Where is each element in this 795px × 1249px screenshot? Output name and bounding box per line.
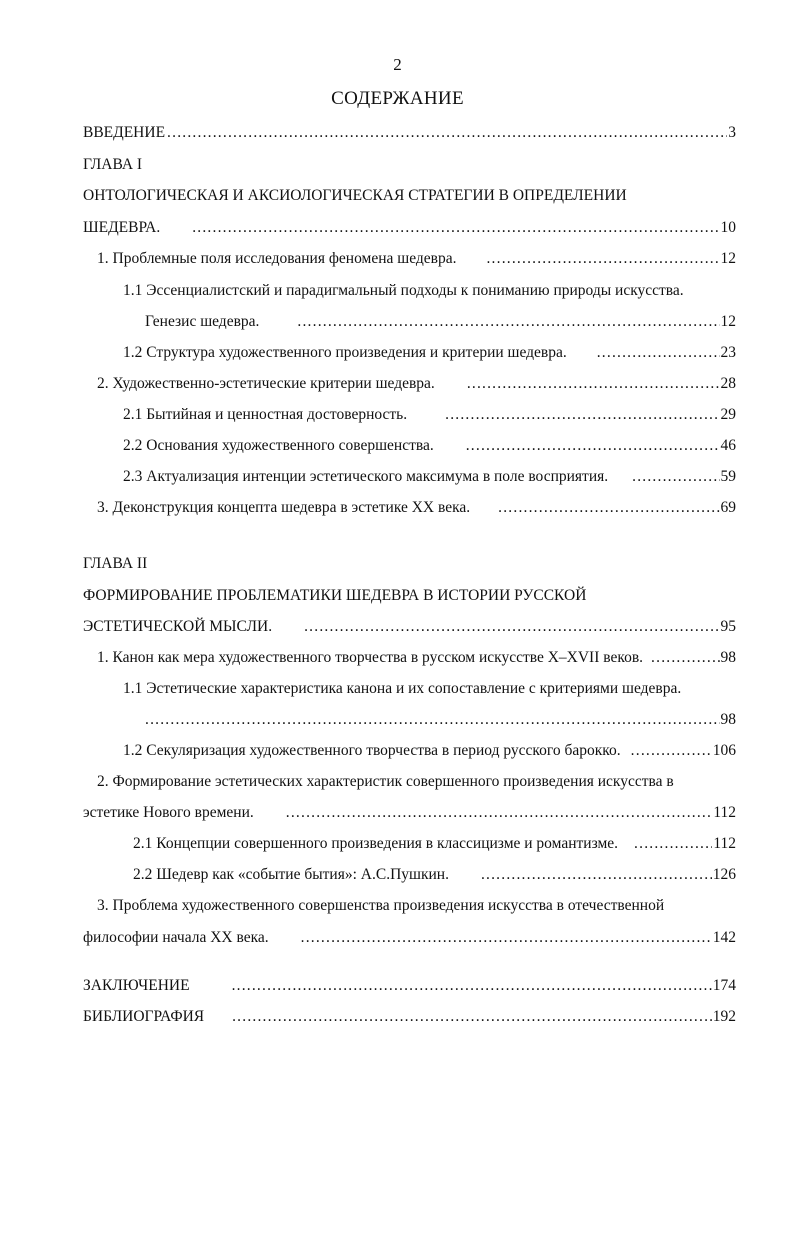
- toc-entry-title: 1.2 Структура художественного произведения и критерии шедевра.: [123, 344, 567, 361]
- toc-entry-page: 126: [712, 866, 736, 883]
- toc-entry-page: 69: [720, 499, 736, 516]
- dot-leader: [297, 313, 719, 331]
- toc-entry-page: 23: [720, 344, 736, 361]
- toc-entry-2-1-1-title: 1.1 Эстетические характеристика канона и их сопоставление с критериями шедевра.: [123, 680, 682, 697]
- toc-entry-chapter-1[interactable]: [83, 219, 736, 241]
- toc-entry-page: 10: [720, 219, 736, 236]
- dot-leader: [301, 929, 712, 947]
- dot-leader: [498, 499, 719, 517]
- toc-entry-page: 28: [720, 375, 736, 392]
- toc-entry-1-1-1[interactable]: [145, 313, 736, 335]
- chapter-1-label: ГЛАВА I: [83, 156, 143, 173]
- toc-entry-title: 2.2 Шедевр как «событие бытия»: А.С.Пушкин.: [133, 866, 449, 883]
- toc-entry-1-1[interactable]: [97, 250, 736, 272]
- dot-leader: [467, 375, 720, 393]
- dot-leader: [192, 219, 719, 237]
- toc-entry-page: 112: [713, 835, 736, 852]
- dot-leader: [631, 742, 712, 760]
- toc-entry-title: 2.3 Актуализация интенции эстетического максимума в поле восприятия.: [123, 468, 609, 485]
- toc-entry-1-3[interactable]: [97, 499, 736, 521]
- toc-entry-1-2-1[interactable]: [123, 406, 736, 428]
- toc-entry-1-1-2[interactable]: [123, 344, 736, 366]
- toc-entry-2-1-1[interactable]: [145, 711, 736, 733]
- dot-leader: [486, 250, 719, 268]
- toc-entry-title: эстетике Нового времени.: [83, 804, 254, 821]
- dot-leader: [232, 977, 712, 995]
- toc-entry-title: ЭСТЕТИЧЕСКОЙ МЫСЛИ.: [83, 618, 273, 635]
- toc-entry-2-2-title: 2. Формирование эстетических характеристик совершенного произведения искусства в: [97, 773, 674, 790]
- toc-entry-1-1-1-title: 1.1 Эссенциалистский и парадигмальный подходы к пониманию природы искусства.: [123, 282, 684, 299]
- dot-leader: [632, 468, 719, 486]
- toc-entry-2-1[interactable]: [97, 649, 736, 671]
- toc-entry-title: 2.1 Концепции совершенного произведения в классицизме и романтизме.: [133, 835, 619, 852]
- toc-entry-2-2-1[interactable]: [133, 835, 736, 857]
- toc-entry-title: 1. Проблемные поля исследования феномена шедевра.: [97, 250, 457, 267]
- toc-entry-title: 2.1 Бытийная и ценностная достоверность.: [123, 406, 408, 423]
- toc-entry-title: БИБЛИОГРАФИЯ: [83, 1008, 205, 1025]
- toc-entry-title: 3. Деконструкция концепта шедевра в эстетике ХХ века.: [97, 499, 471, 516]
- toc-entry-1-2[interactable]: [97, 375, 736, 397]
- toc-entry-title: Генезис шедевра.: [145, 313, 260, 330]
- toc-entry-title: философии начала ХХ века.: [83, 929, 269, 946]
- page-title: СОДЕРЖАНИЕ: [331, 88, 464, 109]
- chapter-2-label: ГЛАВА II: [83, 555, 148, 572]
- toc-entry-page: 3: [728, 124, 736, 141]
- toc-entry-title: ШЕДЕВРА.: [83, 219, 161, 236]
- dot-leader: [167, 124, 727, 142]
- dot-leader: [232, 1008, 712, 1026]
- toc-entry-page: 46: [720, 437, 736, 454]
- toc-entry-page: 59: [720, 468, 736, 485]
- toc-entry-2-2-2[interactable]: [133, 866, 736, 888]
- toc-entry-page: 192: [712, 1008, 736, 1025]
- dot-leader: [651, 649, 719, 667]
- toc-entry-page: 29: [720, 406, 736, 423]
- toc-entry-2-3-title: 3. Проблема художественного совершенства произведения искусства в отечественной: [97, 897, 665, 914]
- toc-entry-page: 12: [720, 313, 736, 330]
- toc-entry-bibliography[interactable]: [83, 1008, 736, 1030]
- dot-leader: [304, 618, 719, 636]
- toc-entry-title: ЗАКЛЮЧЕНИЕ: [83, 977, 190, 994]
- toc-entry-page: 12: [720, 250, 736, 267]
- toc-entry-title: 1. Канон как мера художественного творчества в русском искусстве X–XVII веков.: [97, 649, 644, 666]
- toc-entry-page: 95: [720, 618, 736, 635]
- toc-entry-page: 174: [712, 977, 736, 994]
- toc-entry-title: ВВЕДЕНИЕ: [83, 124, 166, 141]
- chapter-1-title: ОНТОЛОГИЧЕСКАЯ И АКСИОЛОГИЧЕСКАЯ СТРАТЕГИИ В ОПРЕДЕЛЕНИИ: [83, 187, 627, 204]
- toc-entry-page: 106: [712, 742, 736, 759]
- toc-entry-title: 2. Художественно-эстетические критерии шедевра.: [97, 375, 435, 392]
- dot-leader: [286, 804, 713, 822]
- toc-entry-page: 98: [720, 711, 736, 728]
- dot-leader: [445, 406, 719, 424]
- toc-entry-page: 142: [712, 929, 736, 946]
- toc-entry-intro[interactable]: [83, 124, 736, 146]
- chapter-2-title: ФОРМИРОВАНИЕ ПРОБЛЕМАТИКИ ШЕДЕВРА В ИСТОРИИ РУССКОЙ: [83, 587, 587, 604]
- dot-leader: [145, 711, 720, 729]
- toc-entry-1-2-2[interactable]: [123, 437, 736, 459]
- dot-leader: [634, 835, 712, 853]
- dot-leader: [597, 344, 720, 362]
- toc-entry-2-3[interactable]: [83, 929, 736, 951]
- toc-entry-title: 2.2 Основания художественного совершенства.: [123, 437, 434, 454]
- toc-entry-conclusion[interactable]: [83, 977, 736, 999]
- toc-entry-2-1-2[interactable]: [123, 742, 736, 764]
- toc-entry-1-2-3[interactable]: [123, 468, 736, 490]
- dot-leader: [466, 437, 720, 455]
- toc-entry-page: 112: [713, 804, 736, 821]
- toc-entry-2-2[interactable]: [83, 804, 736, 826]
- toc-entry-page: 98: [720, 649, 736, 666]
- toc-entry-chapter-2[interactable]: [83, 618, 736, 640]
- dot-leader: [481, 866, 712, 884]
- toc-entry-title: 1.2 Секуляризация художественного творчества в период русского барокко.: [123, 742, 621, 759]
- page-number: 2: [393, 55, 402, 74]
